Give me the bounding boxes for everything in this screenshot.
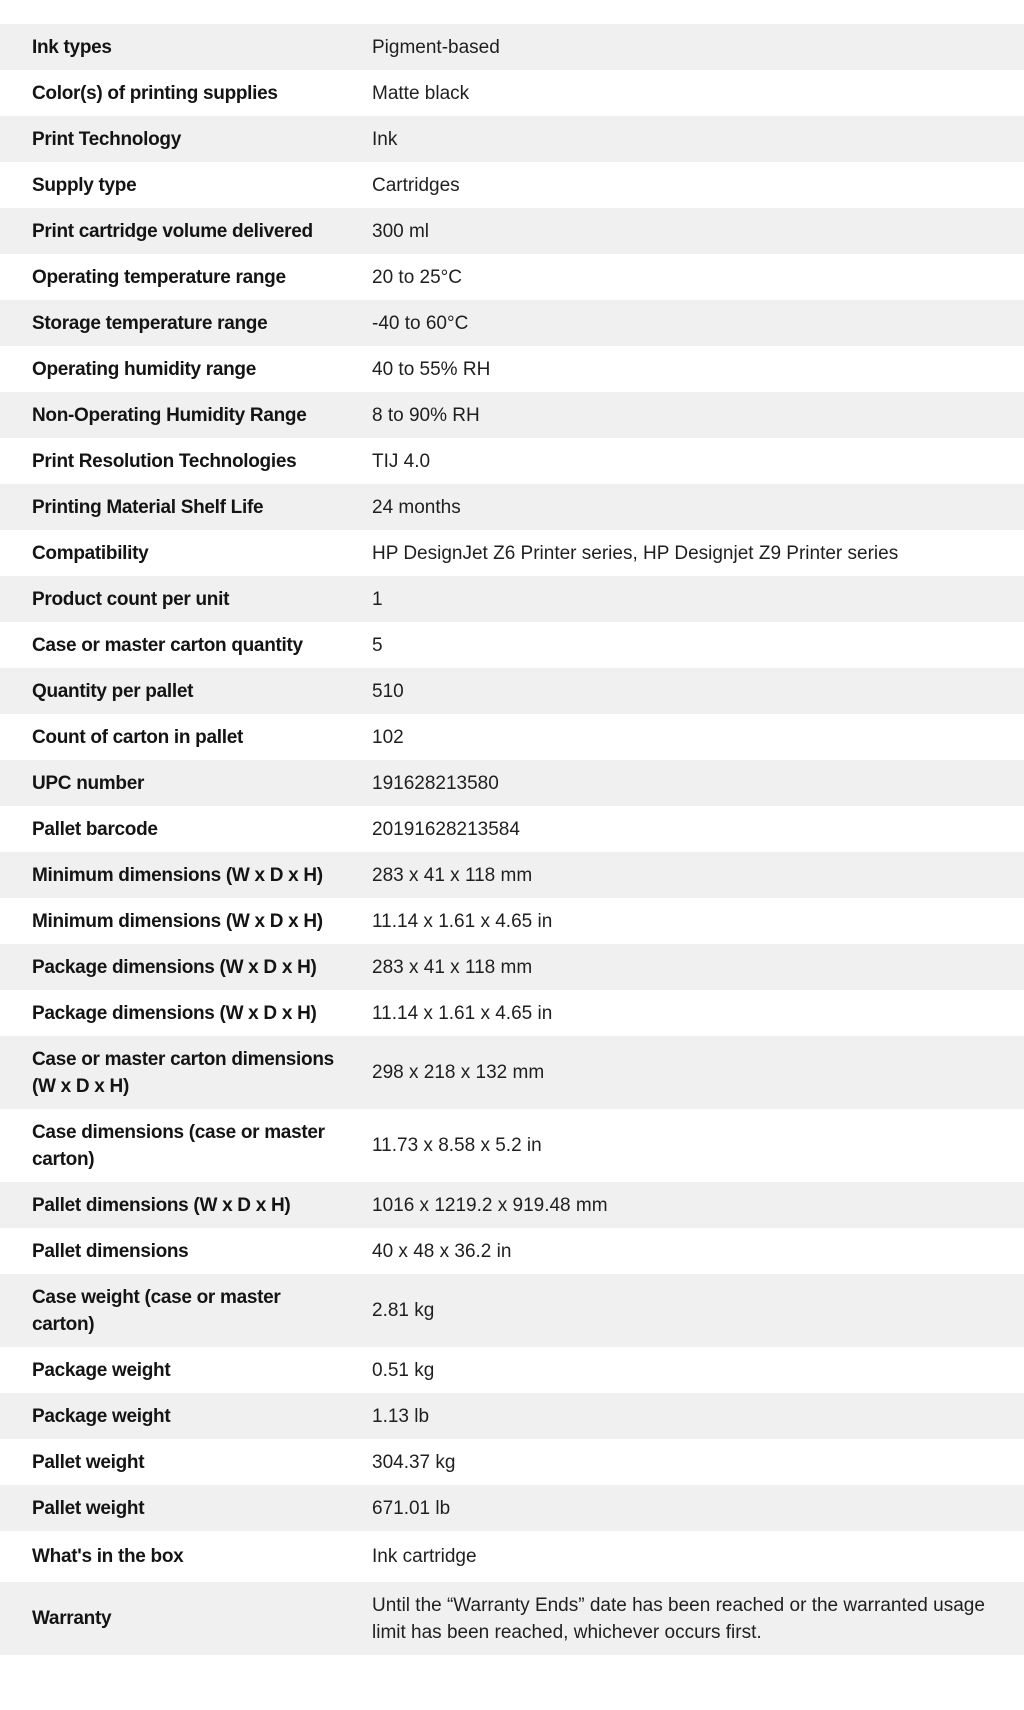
spec-label: Ink types bbox=[32, 36, 112, 58]
spec-row-shelf-life bbox=[0, 484, 1024, 530]
spec-row-compatibility bbox=[0, 530, 1024, 576]
spec-value: 191628213580 bbox=[372, 772, 499, 794]
spec-label: Pallet weight bbox=[32, 1451, 145, 1473]
spec-value: 300 ml bbox=[372, 220, 430, 242]
spec-row-print-resolution bbox=[0, 438, 1024, 484]
spec-row-cartridge-volume bbox=[0, 208, 1024, 254]
spec-row-pallet-weight-lb bbox=[0, 1485, 1024, 1531]
spec-label: Package dimensions (W x D x H) bbox=[32, 956, 317, 978]
spec-label: Pallet weight bbox=[32, 1497, 145, 1519]
spec-value: 24 months bbox=[372, 496, 461, 518]
spec-value: Until the “Warranty Ends” date has been reached or the warranted usage limit has been reached, whichever occurs first. bbox=[372, 1594, 985, 1643]
spec-label: Case or master carton quantity bbox=[32, 634, 303, 656]
spec-label: Printing Material Shelf Life bbox=[32, 496, 264, 518]
spec-value: 11.14 x 1.61 x 4.65 in bbox=[372, 1002, 553, 1024]
spec-label: Package weight bbox=[32, 1405, 171, 1427]
spec-row-supply-type bbox=[0, 162, 1024, 208]
spec-value: 40 to 55% RH bbox=[372, 358, 491, 380]
spec-label: Operating temperature range bbox=[32, 266, 286, 288]
spec-row-package-dimensions-mm bbox=[0, 944, 1024, 990]
spec-row-operating-humidity bbox=[0, 346, 1024, 392]
spec-label: Case weight (case or master carton) bbox=[32, 1286, 281, 1335]
spec-label: Quantity per pallet bbox=[32, 680, 194, 702]
spec-value: 11.73 x 8.58 x 5.2 in bbox=[372, 1135, 542, 1156]
spec-value: 304.37 kg bbox=[372, 1451, 456, 1473]
spec-value: 20 to 25°C bbox=[372, 266, 462, 288]
spec-value: 102 bbox=[372, 726, 404, 748]
spec-label: Print Technology bbox=[32, 128, 181, 150]
spec-value: 2.81 kg bbox=[372, 1300, 435, 1321]
spec-row-print-technology bbox=[0, 116, 1024, 162]
spec-value: -40 to 60°C bbox=[372, 312, 469, 334]
spec-value: Pigment-based bbox=[372, 36, 500, 58]
spec-row-minimum-dimensions-in bbox=[0, 898, 1024, 944]
spec-value: 298 x 218 x 132 mm bbox=[372, 1062, 545, 1083]
specifications-table bbox=[0, 24, 1024, 1655]
spec-row-storage-temperature bbox=[0, 300, 1024, 346]
spec-row-whats-in-the-box bbox=[0, 1531, 1024, 1582]
spec-label: Product count per unit bbox=[32, 588, 230, 610]
spec-row-non-operating-humidity bbox=[0, 392, 1024, 438]
spec-row-minimum-dimensions-mm bbox=[0, 852, 1024, 898]
spec-row-package-weight-lb bbox=[0, 1393, 1024, 1439]
spec-value: 1016 x 1219.2 x 919.48 mm bbox=[372, 1194, 608, 1216]
spec-label: Color(s) of printing supplies bbox=[32, 82, 278, 104]
spec-value: 283 x 41 x 118 mm bbox=[372, 956, 533, 978]
spec-value: 8 to 90% RH bbox=[372, 404, 480, 426]
spec-row-warranty bbox=[0, 1582, 1024, 1655]
spec-value: 1.13 lb bbox=[372, 1405, 430, 1427]
spec-value: 510 bbox=[372, 680, 404, 702]
spec-row-package-dimensions-in bbox=[0, 990, 1024, 1036]
spec-label: Warranty bbox=[32, 1608, 112, 1629]
spec-value: TIJ 4.0 bbox=[372, 450, 431, 472]
spec-label: Supply type bbox=[32, 174, 137, 196]
spec-label: Case or master carton dimensions (W x D x H) bbox=[32, 1048, 334, 1097]
spec-label: Package dimensions (W x D x H) bbox=[32, 1002, 317, 1024]
spec-value: 11.14 x 1.61 x 4.65 in bbox=[372, 910, 553, 932]
spec-label: Pallet dimensions bbox=[32, 1240, 189, 1262]
spec-label: Print Resolution Technologies bbox=[32, 450, 297, 472]
spec-label: Pallet barcode bbox=[32, 818, 158, 840]
spec-value: 5 bbox=[372, 634, 383, 656]
spec-value: Ink bbox=[372, 128, 398, 150]
spec-row-quantity-per-pallet bbox=[0, 668, 1024, 714]
spec-row-pallet-barcode bbox=[0, 806, 1024, 852]
spec-row-pallet-dimensions-in bbox=[0, 1228, 1024, 1274]
spec-label: Package weight bbox=[32, 1359, 171, 1381]
spec-row-product-count bbox=[0, 576, 1024, 622]
spec-row-upc-number bbox=[0, 760, 1024, 806]
spec-label: Storage temperature range bbox=[32, 312, 268, 334]
spec-row-case-weight bbox=[0, 1274, 1024, 1347]
spec-row-carton-quantity bbox=[0, 622, 1024, 668]
spec-label: UPC number bbox=[32, 772, 145, 794]
spec-row-pallet-weight-kg bbox=[0, 1439, 1024, 1485]
spec-row-operating-temperature bbox=[0, 254, 1024, 300]
spec-label: Minimum dimensions (W x D x H) bbox=[32, 910, 323, 932]
spec-row-pallet-dimensions-mm bbox=[0, 1182, 1024, 1228]
spec-label: Pallet dimensions (W x D x H) bbox=[32, 1194, 291, 1216]
spec-value: 20191628213584 bbox=[372, 818, 520, 840]
spec-row-ink-types bbox=[0, 24, 1024, 70]
spec-label: What's in the box bbox=[32, 1546, 184, 1567]
spec-label: Non-Operating Humidity Range bbox=[32, 404, 307, 426]
spec-row-carton-dimensions-mm bbox=[0, 1036, 1024, 1109]
spec-value: 671.01 lb bbox=[372, 1497, 451, 1519]
spec-label: Case dimensions (case or master carton) bbox=[32, 1121, 325, 1170]
spec-label: Minimum dimensions (W x D x H) bbox=[32, 864, 323, 886]
spec-value: Matte black bbox=[372, 82, 470, 104]
spec-label: Compatibility bbox=[32, 542, 149, 564]
spec-value: HP DesignJet Z6 Printer series, HP Designjet Z9 Printer series bbox=[372, 542, 899, 564]
spec-value: Cartridges bbox=[372, 174, 460, 196]
spec-label: Operating humidity range bbox=[32, 358, 256, 380]
spec-row-package-weight-kg bbox=[0, 1347, 1024, 1393]
spec-label: Print cartridge volume delivered bbox=[32, 220, 313, 242]
spec-value: 40 x 48 x 36.2 in bbox=[372, 1240, 512, 1262]
spec-row-case-dimensions-in bbox=[0, 1109, 1024, 1182]
spec-label: Count of carton in pallet bbox=[32, 726, 243, 748]
spec-value: 1 bbox=[372, 588, 383, 610]
spec-value: 0.51 kg bbox=[372, 1359, 435, 1381]
spec-value: Ink cartridge bbox=[372, 1546, 477, 1567]
spec-row-colors bbox=[0, 70, 1024, 116]
spec-row-cartons-in-pallet bbox=[0, 714, 1024, 760]
spec-value: 283 x 41 x 118 mm bbox=[372, 864, 533, 886]
